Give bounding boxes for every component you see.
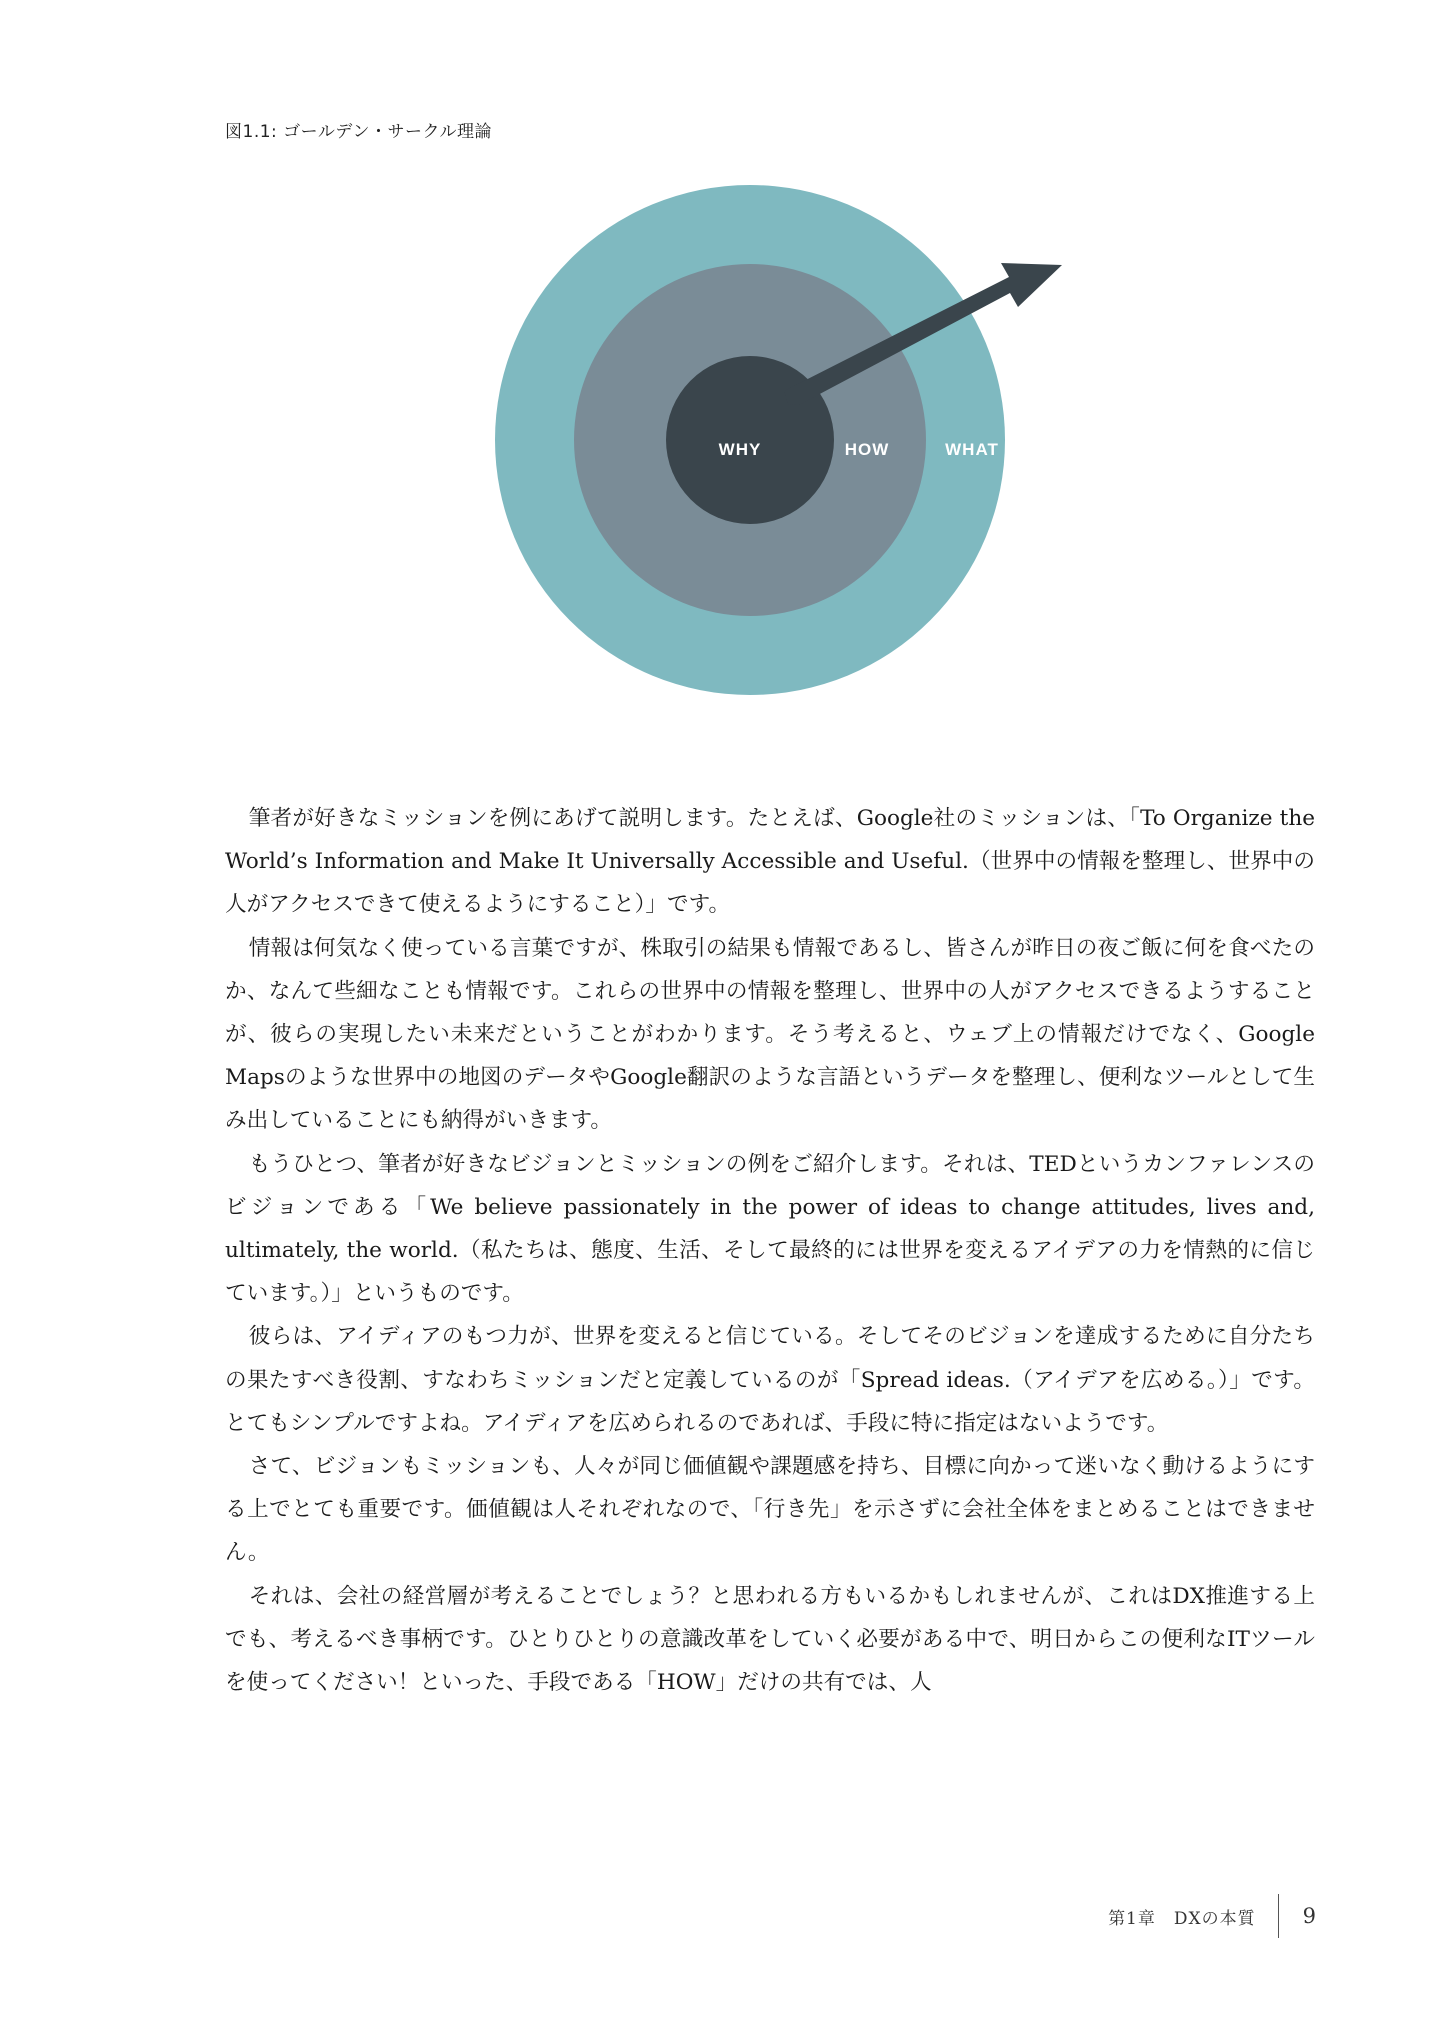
paragraph: もうひとつ、筆者が好きなビジョンとミッションの例をご紹介します。それは、TEDというカンファレンスのビジョンである「We believe passionately in the power of ideas to change attitudes, lives and, ultimately, the world.（私たちは、態度、生活、そして最終的には世界を変えるアイデアの力を情熱的に信じています。）」というものです。 (225, 1151, 1315, 1307)
golden-circle-figure (490, 180, 1070, 710)
paragraph: 彼らは、アイディアのもつ力が、世界を変えると信じている。そしてそのビジョンを達成するために自分たちの果たすべき役割、すなわちミッションだと定義しているのが「Spread ideas.（アイデアを広める。）」です。とてもシンプルですよね。アイディアを広められるのであれば、手段に特に指定はないようです。 (225, 1324, 1315, 1436)
paragraph: 情報は何気なく使っている言葉ですが、株取引の結果も情報であるし、皆さんが昨日の夜ご飯に何を食べたのか、なんて些細なことも情報です。これらの世界中の情報を整理し、世界中の人がアクセスできるようすることが、彼らの実現したい未来だということがわかります。そう考えると、ウェブ上の情報だけでなく、Google Mapsのような世界中の地図のデータやGoogle翻訳のような言語というデータを整理し、便利なツールとして生み出していることにも納得がいきます。 (225, 935, 1315, 1134)
paragraph: それは、会社の経営層が考えることでしょう？と思われる方もいるかもしれませんが、これはDX推進する上でも、考えるべき事柄です。ひとりひとりの意識改革をしていく必要がある中で、明日からこの便利なITツールを使ってください！といった、手段である「HOW」だけの共有では、人 (225, 1583, 1315, 1696)
why-label: WHY (718, 440, 762, 459)
figure-caption: 図1.1: ゴールデン・サークル理論 (225, 122, 492, 142)
chapter-title: 第1章 DXの本質 (1108, 1908, 1256, 1929)
how-label: HOW (844, 440, 890, 459)
page-number: 9 (1302, 1904, 1316, 1928)
footer-divider (1278, 1894, 1279, 1938)
golden-circle-diagram (490, 180, 1070, 710)
paragraph: 筆者が好きなミッションを例にあげて説明します。たとえば、Google社のミッションは、「To Organize the World’s Information and Make It Universally Accessible and Useful.（世界中の情報を整理し、世界中の人がアクセスできて使えるようにすること）」です。 (225, 806, 1315, 918)
what-label: WHAT (945, 440, 999, 459)
page-footer (1108, 1893, 1316, 1939)
body-text (225, 797, 1315, 1704)
paragraph: さて、ビジョンもミッションも、人々が同じ価値観や課題感を持ち、目標に向かって迷いなく動けるようにする上でとても重要です。価値観は人それぞれなので、「行き先」を示さずに会社全体をまとめることはできません。 (225, 1454, 1315, 1566)
